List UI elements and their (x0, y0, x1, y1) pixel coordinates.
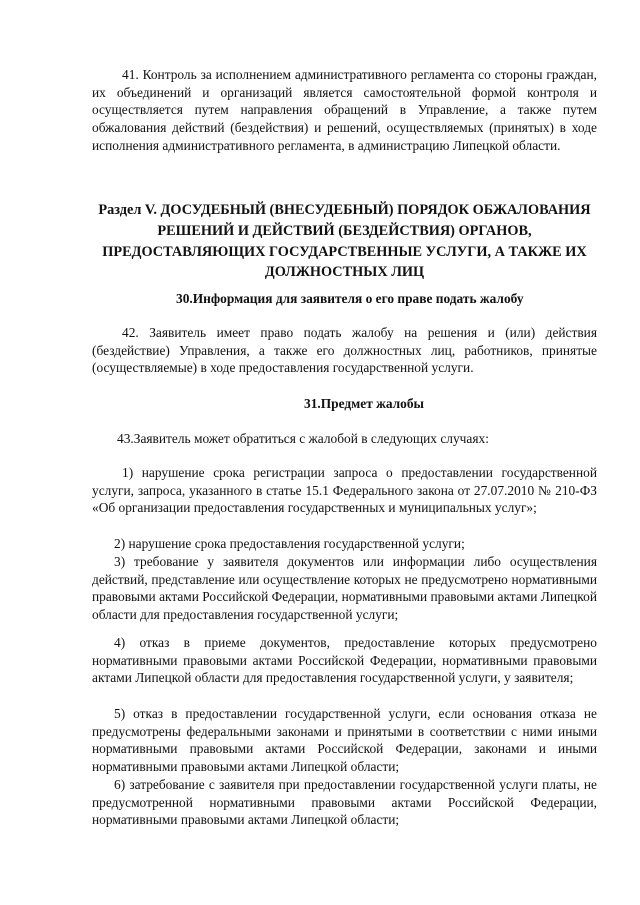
list-item-1: 1) нарушение срока регистрации запроса о предоставлении государственной услуги, запроса, указанного в статье 15.1 Федерального закона от 27.07.2010 № 210-ФЗ «Об организации предоставления государственных и муниципальных услуг»; (92, 465, 597, 516)
list-item-5: 5) отказ в предоставлении государственной услуги, если основания отказа не предусмотрены федеральными законами и принятыми в соответствии с ними иными нормативными правовыми актами Российской Федерации, законами и иными нормативными правовыми актами Липецкой области; (92, 706, 597, 775)
list-item-4: 4) отказ в приеме документов, предоставление которых предусмотрено нормативными правовыми актами Российской Федерации, нормативными правовыми актами Липецкой области для предоставления государственной услуги, у заявителя; (92, 635, 597, 686)
paragraph-43: 43.Заявитель может обратиться с жалобой в следующих случаях: (117, 431, 489, 446)
section-5-heading: Раздел V. ДОСУДЕБНЫЙ (ВНЕСУДЕБНЫЙ) ПОРЯДОК ОБЖАЛОВАНИЯ РЕШЕНИЙ И ДЕЙСТВИЙ (БЕЗДЕЙСТВИЯ) ОРГАНОВ, ПРЕДОСТАВЛЯЮЩИХ ГОСУДАРСТВЕННЫЕ УСЛУГИ, А ТАКЖЕ ИХ ДОЛЖНОСТНЫХ ЛИЦ (98, 202, 591, 281)
list-item-3: 3) требование у заявителя документов или информации либо осуществления действий, представление или осуществление которых не предусмотрено нормативными правовыми актами Российской Федерации, нормативными правовыми актами Липецкой области для предоставления государственной услуги; (92, 554, 597, 623)
subsection-30-heading: 30.Информация для заявителя о его праве подать жалобу (176, 291, 524, 306)
paragraph-42: 42. Заявитель имеет право подать жалобу на решения и (или) действия (бездействие) Управления, а также его должностных лиц, работников, принятые (осуществляемые) в ходе предоставления государственной услуги. (92, 325, 597, 376)
list-item-6: 6) затребование с заявителя при предоставлении государственной услуги платы, не предусмотренной нормативными правовыми актами Российской Федерации, нормативными правовыми актами Липецкой области; (92, 777, 597, 828)
list-item-2: 2) нарушение срока предоставления государственной услуги; (114, 536, 465, 551)
paragraph-41: 41. Контроль за исполнением административного регламента со стороны граждан, их объединений и организаций является самостоятельной формой контроля и осуществляется путем направления обращений в Управление, а также путем обжалования действий (бездействия) и решений, осуществляемых (принятых) в ходе исполнения административного регламента, в администрацию Липецкой области. (92, 67, 597, 153)
subsection-31-heading: 31.Предмет жалобы (304, 396, 425, 411)
